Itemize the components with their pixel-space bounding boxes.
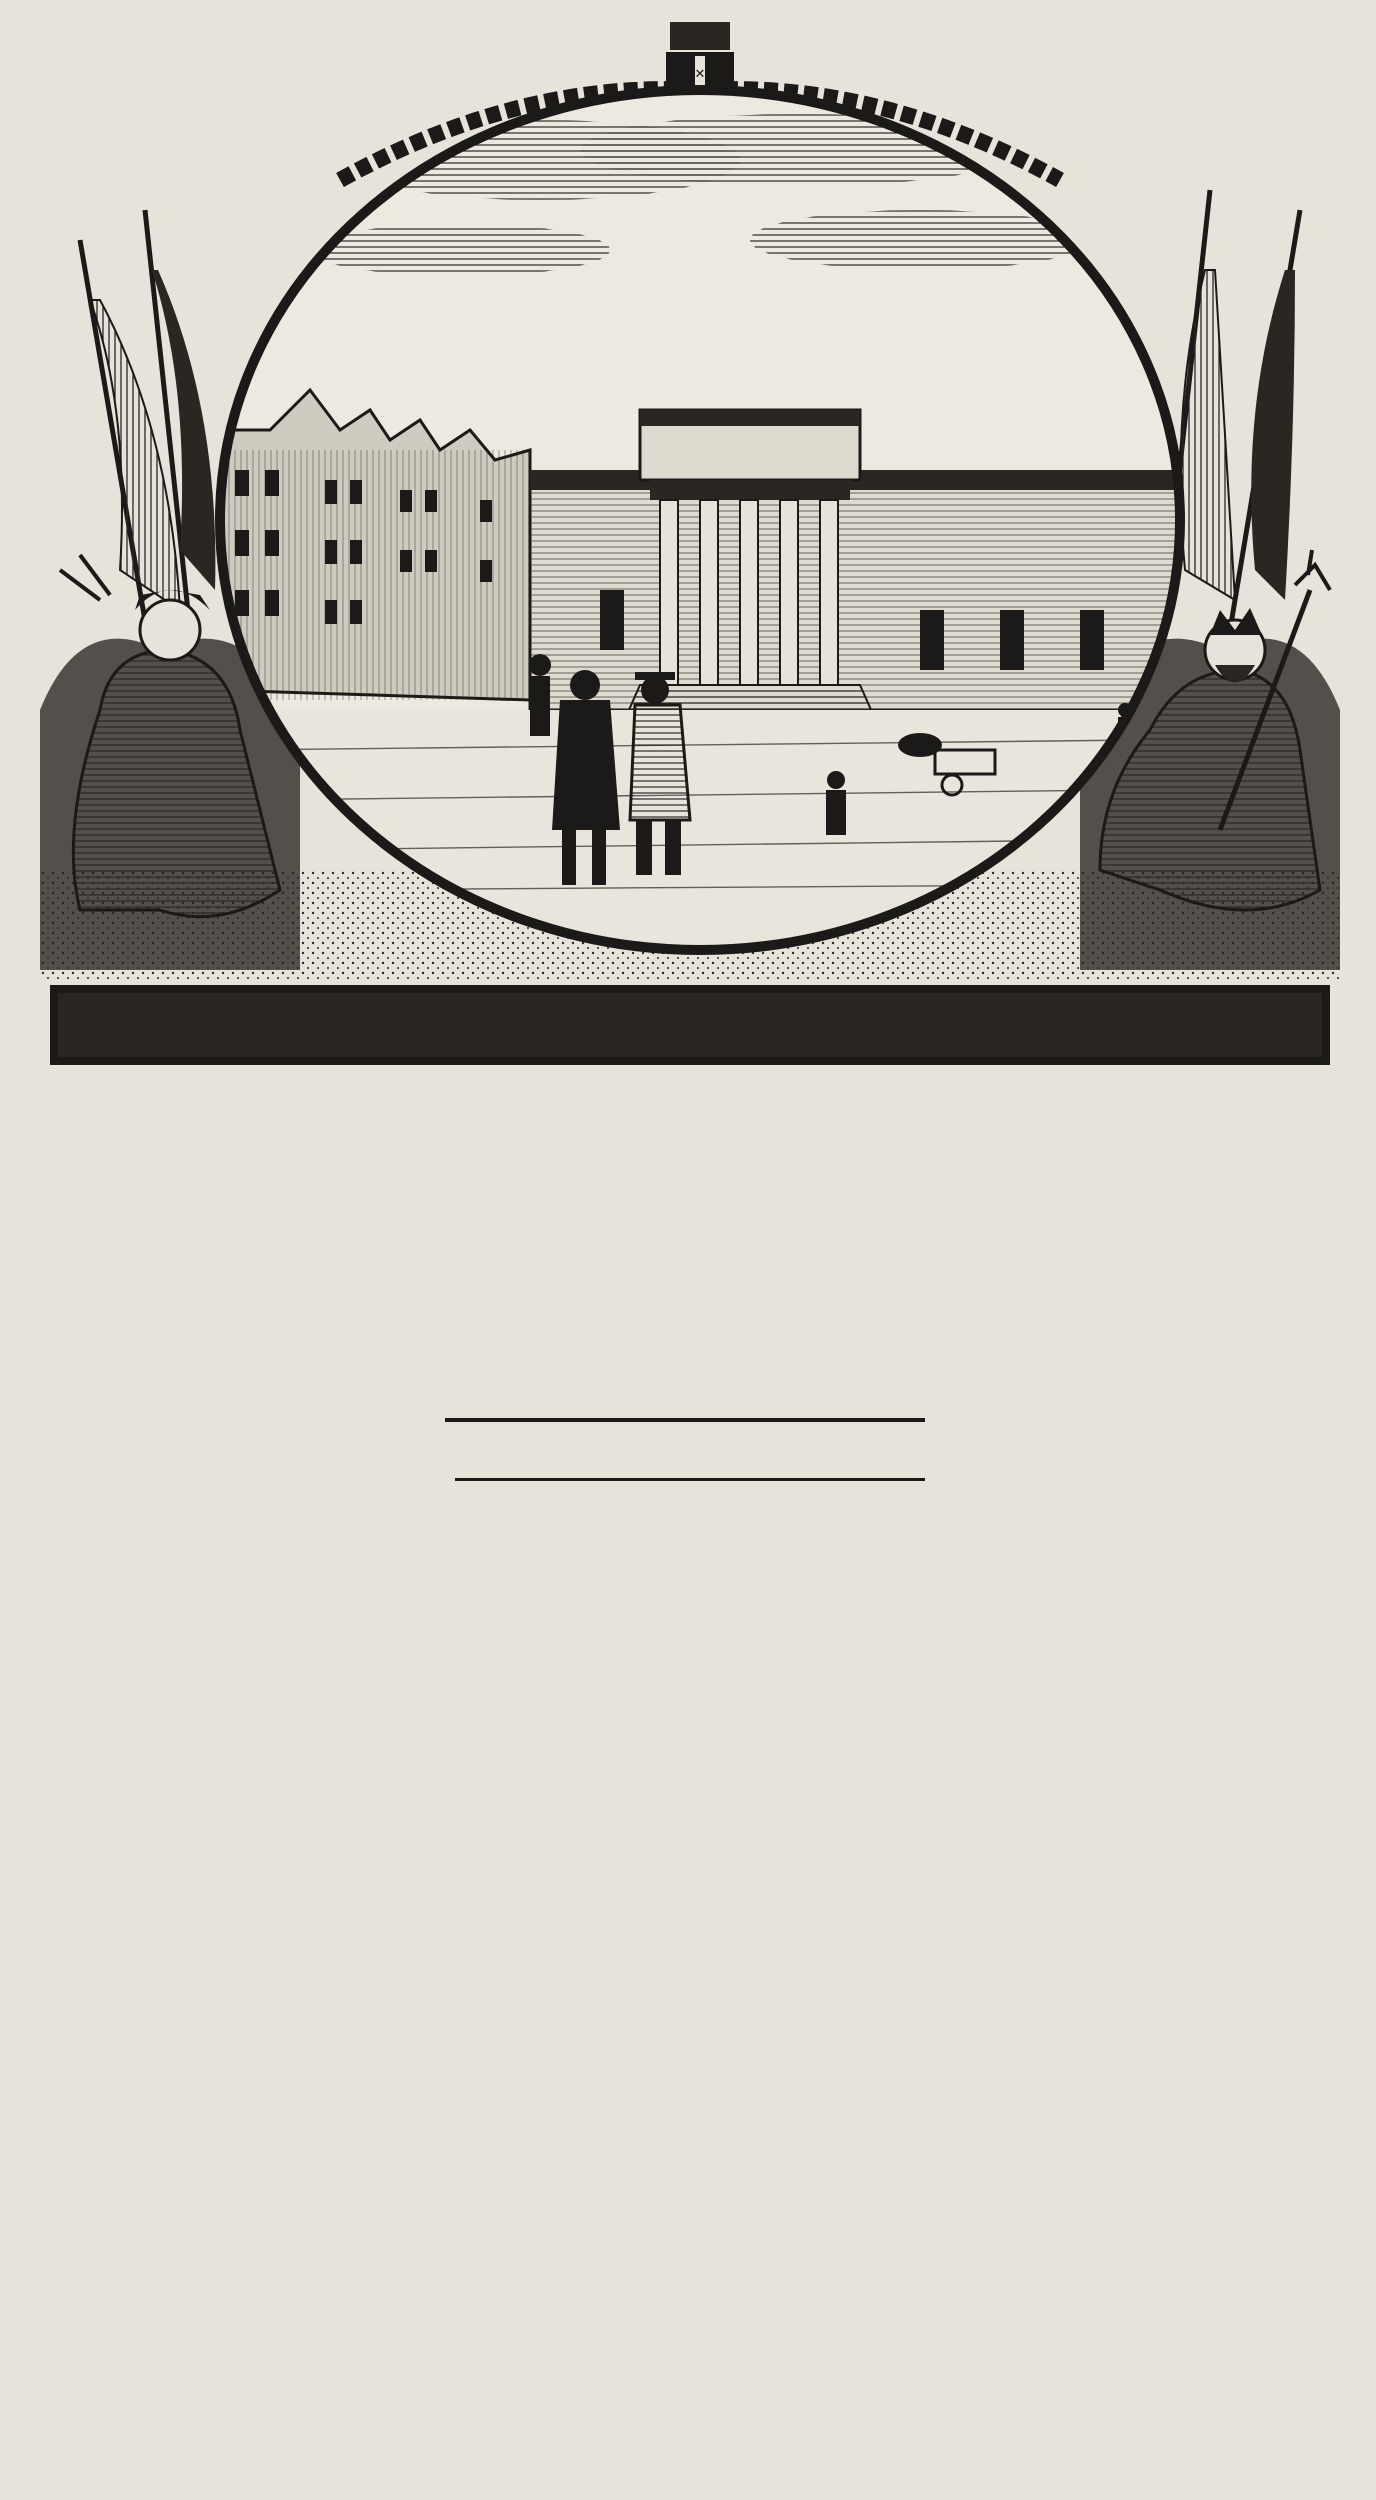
rule-bottom <box>455 1478 925 1481</box>
svg-text:✕: ✕ <box>694 67 706 82</box>
rosette-border <box>50 985 1330 1065</box>
woodcut-illustration <box>40 10 1340 1080</box>
flags-right <box>1160 190 1300 650</box>
chain-ornament <box>140 2378 1186 2392</box>
ornament-divider <box>650 1500 730 2130</box>
city-scene <box>200 70 1200 1010</box>
rule-top <box>445 1418 925 1422</box>
